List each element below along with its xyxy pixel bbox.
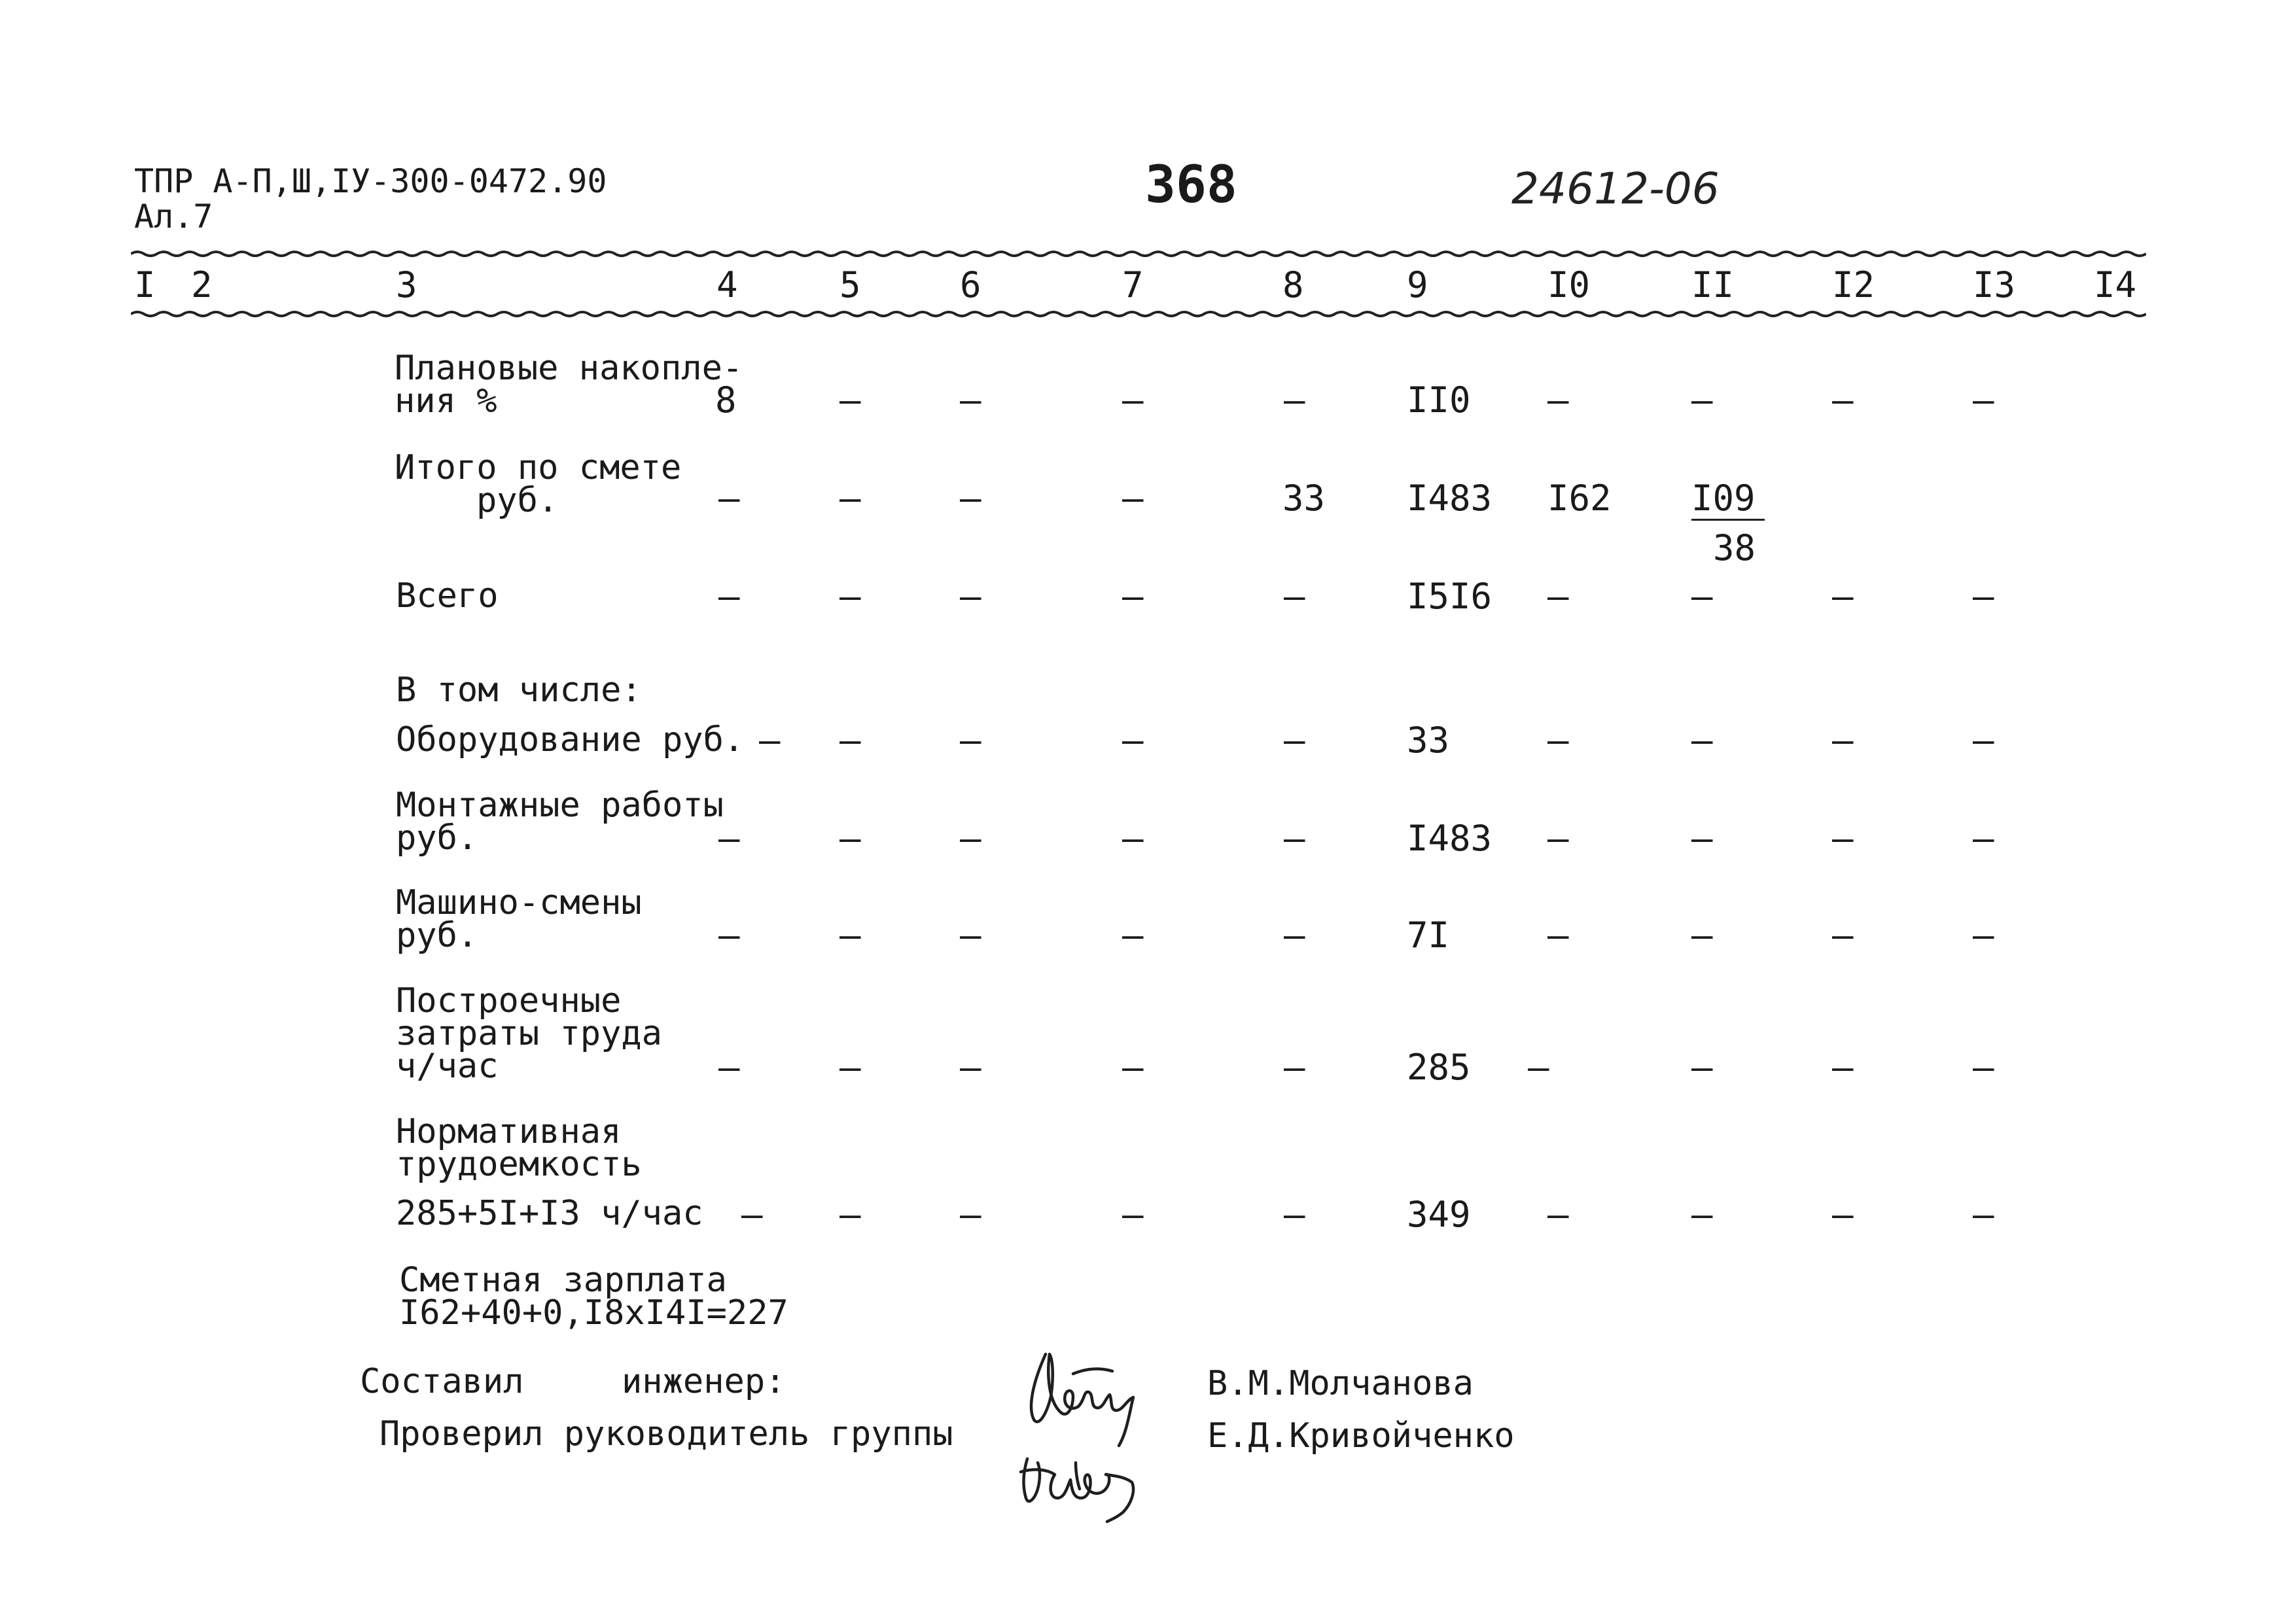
cell-all-col6: – bbox=[960, 576, 981, 617]
row-label-line: Монтажные работы bbox=[396, 786, 724, 825]
cell-total-col9: I483 bbox=[1407, 478, 1492, 519]
row-label-normative-labor-formula: 285+5I+I3 ч/час bbox=[396, 1194, 703, 1233]
cell-norm-col8: – bbox=[1284, 1194, 1305, 1235]
cell-machine-col8: – bbox=[1284, 915, 1305, 956]
signature-image bbox=[1008, 1335, 1171, 1524]
cell-norm-col12: – bbox=[1832, 1194, 1854, 1235]
cell-machine-col9: 7I bbox=[1407, 915, 1450, 956]
cell-planned-col4: 8 bbox=[715, 379, 737, 421]
cell-planned-col5: – bbox=[839, 379, 861, 421]
column-header-1: I bbox=[134, 264, 156, 305]
row-label-line: ния % bbox=[395, 381, 497, 421]
document-code bbox=[134, 164, 607, 234]
cell-equipment-col9: 33 bbox=[1407, 720, 1450, 761]
cell-total-col5: – bbox=[839, 478, 861, 519]
column-header-14: I4 bbox=[2094, 264, 2137, 305]
cell-installation-col11: – bbox=[1691, 818, 1713, 859]
cell-machine-col13: – bbox=[1973, 915, 1994, 956]
row-label-including: В том числе: bbox=[396, 671, 642, 710]
checked-by-name: Е.Д.Кривойченко bbox=[1207, 1416, 1515, 1456]
column-header-13: I3 bbox=[1973, 264, 2016, 305]
cell-planned-col12: – bbox=[1832, 379, 1854, 421]
cell-norm-col6: – bbox=[960, 1194, 981, 1235]
cell-total-col7: – bbox=[1122, 478, 1144, 519]
cell-norm-col10: – bbox=[1547, 1194, 1569, 1235]
cell-planned-col7: – bbox=[1122, 379, 1144, 421]
cell-installation-col10: – bbox=[1547, 818, 1569, 859]
cell-installation-col8: – bbox=[1284, 818, 1305, 859]
cell-installation-col6: – bbox=[960, 818, 981, 859]
column-header-3: 3 bbox=[396, 264, 417, 305]
cell-equipment-col13: – bbox=[1973, 720, 1994, 761]
cell-labor-col4: – bbox=[718, 1047, 740, 1088]
composed-by-name: В.М.Молчанова bbox=[1207, 1364, 1474, 1403]
cell-total-col8: 33 bbox=[1282, 478, 1326, 519]
row-label-labor-costs bbox=[396, 981, 662, 1086]
cell-all-col5: – bbox=[839, 576, 861, 617]
document-code-line2: Ал.7 bbox=[134, 198, 213, 236]
row-label-line: затраты труда bbox=[396, 1014, 662, 1053]
row-label-planned-savings bbox=[395, 349, 743, 421]
composed-by-label: Составил bbox=[360, 1362, 524, 1401]
cell-labor-col6: – bbox=[960, 1047, 981, 1088]
row-label-equipment: Оборудование руб. bbox=[396, 720, 745, 759]
cell-equipment-col5: – bbox=[839, 720, 861, 761]
cell-equipment-col12: – bbox=[1832, 720, 1854, 761]
cell-all-col10: – bbox=[1547, 576, 1569, 617]
cell-all-col8: – bbox=[1284, 576, 1305, 617]
row-label-grand-total: Всего bbox=[396, 576, 499, 616]
cell-planned-col11: – bbox=[1691, 379, 1713, 421]
cell-equipment-col6: – bbox=[960, 720, 981, 761]
cell-planned-col10: – bbox=[1547, 379, 1569, 421]
cell-machine-col6: – bbox=[960, 915, 981, 956]
row-label-normative-labor bbox=[396, 1112, 642, 1184]
cell-equipment-col7: – bbox=[1122, 720, 1144, 761]
column-header-10: I0 bbox=[1547, 264, 1591, 305]
cell-total-col4: – bbox=[718, 478, 740, 519]
cell-total-col11-bottom: 38 bbox=[1713, 527, 1756, 568]
cell-planned-col8: – bbox=[1284, 379, 1305, 421]
cell-all-col4: – bbox=[718, 576, 740, 617]
cell-installation-col9: I483 bbox=[1407, 818, 1492, 859]
checked-by-label: Проверил руководитель группы bbox=[380, 1414, 953, 1454]
cell-total-col10: I62 bbox=[1547, 478, 1612, 519]
cell-total-col6: – bbox=[960, 478, 981, 519]
row-label-line: I62+40+0,I8xI4I=227 bbox=[399, 1293, 788, 1333]
cell-labor-col13: – bbox=[1973, 1047, 1994, 1088]
cell-norm-col11: – bbox=[1691, 1194, 1713, 1235]
column-header-6: 6 bbox=[960, 264, 981, 305]
cell-planned-col6: – bbox=[960, 379, 981, 421]
cell-labor-col8: – bbox=[1284, 1047, 1305, 1088]
row-label-line: Итого по смете bbox=[395, 448, 682, 487]
cell-all-col11: – bbox=[1691, 576, 1713, 617]
cell-installation-col4: – bbox=[718, 818, 740, 859]
cell-equipment-col4: – bbox=[759, 720, 781, 761]
cell-all-col9: I5I6 bbox=[1407, 576, 1492, 617]
column-header-7: 7 bbox=[1122, 264, 1144, 305]
cell-machine-col7: – bbox=[1122, 915, 1144, 956]
cell-installation-col12: – bbox=[1832, 818, 1854, 859]
row-label-line: Нормативная bbox=[396, 1112, 622, 1151]
row-label-line: Построечные bbox=[396, 981, 622, 1021]
row-label-line: Сметная зарплата bbox=[399, 1261, 727, 1300]
row-label-estimated-salary bbox=[399, 1261, 788, 1333]
column-header-11: II bbox=[1691, 264, 1735, 305]
header-top-rule bbox=[131, 247, 2146, 260]
inventory-number: 24612-06 bbox=[1511, 164, 1720, 214]
cell-all-col12: – bbox=[1832, 576, 1854, 617]
row-label-line: руб. bbox=[396, 916, 478, 955]
row-label-line: трудоемкость bbox=[396, 1145, 642, 1184]
column-header-4: 4 bbox=[716, 264, 738, 305]
cell-total-col11-top: I09 bbox=[1691, 478, 1765, 521]
row-label-estimate-total bbox=[395, 448, 682, 520]
row-label-line: Плановые накопле- bbox=[395, 349, 743, 388]
cell-machine-col11: – bbox=[1691, 915, 1713, 956]
cell-labor-col9: 285 bbox=[1407, 1047, 1471, 1088]
cell-machine-col12: – bbox=[1832, 915, 1854, 956]
cell-equipment-col11: – bbox=[1691, 720, 1713, 761]
cell-norm-col4: – bbox=[741, 1194, 763, 1235]
cell-norm-col9: 349 bbox=[1407, 1194, 1471, 1235]
cell-labor-col7: – bbox=[1122, 1047, 1144, 1088]
cell-planned-col13: – bbox=[1973, 379, 1994, 421]
cell-machine-col10: – bbox=[1547, 915, 1569, 956]
cell-norm-col13: – bbox=[1973, 1194, 1994, 1235]
column-header-5: 5 bbox=[839, 264, 861, 305]
cell-labor-col11: – bbox=[1691, 1047, 1713, 1088]
cell-norm-col5: – bbox=[839, 1194, 861, 1235]
cell-equipment-col10: – bbox=[1547, 720, 1569, 761]
cell-all-col13: – bbox=[1973, 576, 1994, 617]
cell-equipment-col8: – bbox=[1284, 720, 1305, 761]
row-label-line: руб. bbox=[396, 818, 478, 858]
row-label-line: ч/час bbox=[396, 1047, 499, 1086]
column-header-8: 8 bbox=[1282, 264, 1304, 305]
row-label-line: руб. bbox=[476, 481, 559, 520]
composed-by-role: инженер: bbox=[622, 1362, 786, 1401]
cell-norm-col7: – bbox=[1122, 1194, 1144, 1235]
cell-machine-col4: – bbox=[718, 915, 740, 956]
cell-installation-col13: – bbox=[1973, 818, 1994, 859]
column-header-9: 9 bbox=[1407, 264, 1428, 305]
cell-all-col7: – bbox=[1122, 576, 1144, 617]
cell-labor-col5: – bbox=[839, 1047, 861, 1088]
cell-labor-col10: – bbox=[1528, 1047, 1549, 1088]
row-label-installation bbox=[396, 786, 724, 858]
column-header-12: I2 bbox=[1832, 264, 1875, 305]
column-header-2: 2 bbox=[191, 264, 213, 305]
page-number: 368 bbox=[1145, 156, 1237, 215]
cell-labor-col12: – bbox=[1832, 1047, 1854, 1088]
cell-machine-col5: – bbox=[839, 915, 861, 956]
cell-planned-col9: II0 bbox=[1407, 379, 1471, 421]
header-bottom-rule bbox=[131, 307, 2146, 321]
document-code-line1: ТПР А-П,Ш,IУ-300-0472.90 bbox=[134, 162, 607, 200]
cell-installation-col7: – bbox=[1122, 818, 1144, 859]
row-label-line: Машино-смены bbox=[396, 883, 642, 922]
cell-installation-col5: – bbox=[839, 818, 861, 859]
row-label-machine-shifts bbox=[396, 883, 642, 955]
